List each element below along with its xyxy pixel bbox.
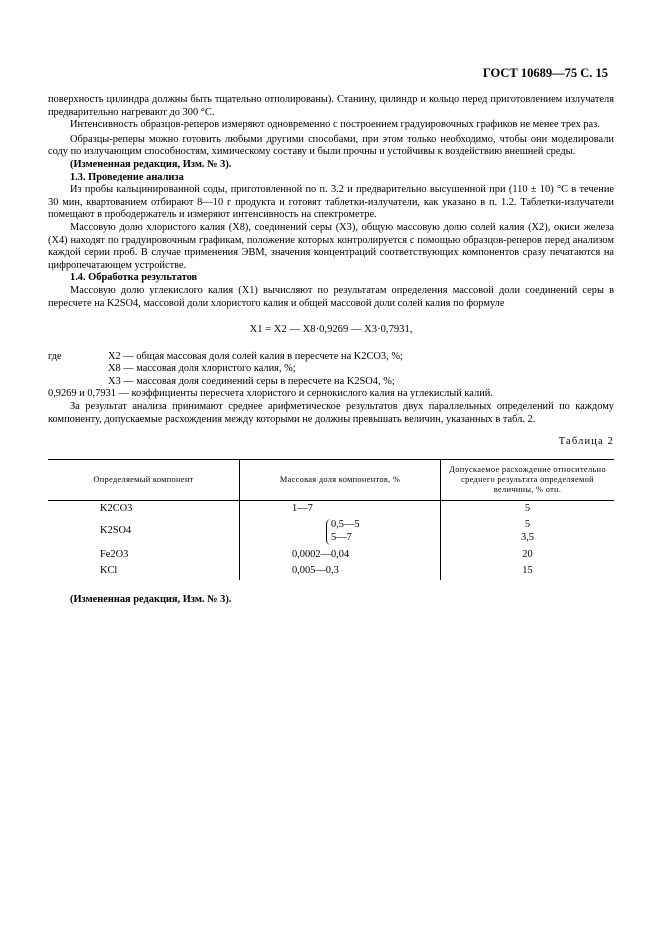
amendment-note-2: (Измененная редакция, Изм. № 3).: [70, 593, 232, 605]
cell-range-a: 0,5—5: [331, 519, 360, 531]
paragraph-6: Массовую долю углекислого калия (X1) вычисляют по результатам определения массовой доли соединений серы в пересчете на K2SO4, массовой доли хлористого калия и общей массовой доли солей калия по формуле: [48, 284, 614, 309]
cell-component: K2SO4: [100, 525, 132, 537]
cell-range: [240, 517, 441, 546]
where-item: X8 — массовая доля хлористого калия, %;: [108, 363, 296, 375]
paragraph-2: Интенсивность образцов-реперов измеряют одновременно с построением градуировочных графиков не менее трех раз.: [70, 119, 600, 131]
paragraph-4: Из пробы кальцинированной соды, приготовленной по п. 3.2 и предварительно высушенной при (110 ± 10) °С в течение 30 мин, квартованием отбирают 8—10 г продукта и готовят таблетки-излучатели, как указано в п. 1.2. Таблетки-излучатели помещают в прободержатель и измеряют интенсивность на спектрометре.: [48, 184, 614, 221]
paragraph-3: Образцы-реперы можно готовить любыми другими способами, при этом только необходимо, чтобы они моделировали соду по излучающим способностям, химическому составу и были прочны и устойчивы к воздействию внешней среды.: [48, 133, 614, 158]
cell-range: 0,005—0,3: [240, 563, 441, 580]
document-body: [48, 94, 614, 606]
table-header-tolerance: Допускаемое расхождение относительно среднего результата определяемой величины, % отн.: [441, 459, 615, 500]
table-row: [48, 500, 614, 517]
table-header-range: Массовая доля компонентов, %: [240, 459, 441, 500]
cell-tolerance: [441, 517, 615, 546]
cell-component: K2CO3: [100, 502, 133, 514]
where-item: X3 — массовая доля соединений серы в пересчете на K2SO4, %;: [108, 375, 395, 387]
cell-component: Fe2O3: [100, 548, 129, 560]
cell-range: 0,0002—0,04: [240, 547, 441, 564]
table-caption: Таблица 2: [558, 436, 614, 448]
cell-tolerance-b: 3,5: [521, 532, 534, 544]
where-label: где: [48, 350, 62, 362]
range-brace: [326, 519, 360, 544]
cell-tolerance: 20: [441, 547, 615, 564]
paragraph-7: За результат анализа принимают среднее арифметическое результатов двух параллельных определений по каждому компоненту, допускаемые расхождения между которыми не должны превышать величин, указанных в табл. 2.: [48, 401, 614, 425]
cell-tolerance: 15: [441, 563, 615, 580]
table-row: [48, 563, 614, 580]
formula: X1 = X2 — X8·0,9269 — X3·0,7931,: [249, 324, 413, 336]
coefficients-line: 0,9269 и 0,7931 — коэффициенты пересчета хлористого и сернокислого калия на углекислый калий.: [48, 388, 493, 400]
where-item: X2 — общая массовая доля солей калия в пересчете на K2CO3, %;: [108, 350, 403, 362]
cell-component: KCl: [100, 565, 118, 577]
where-block: [48, 351, 614, 389]
amendment-note-1: (Измененная редакция, Изм. № 3).: [70, 158, 232, 170]
cell-tolerance: 5: [441, 500, 615, 517]
table-row: [48, 517, 614, 546]
table-header-component: Определяемый компонент: [48, 459, 240, 500]
section-1-4-title: 1.4. Обработка результатов: [70, 272, 198, 284]
cell-range-b: 5—7: [331, 532, 352, 544]
cell-tolerance-a: 5: [524, 519, 531, 531]
tolerance-table: [48, 459, 614, 580]
section-1-3-title: 1.3. Проведение анализа: [70, 171, 184, 183]
page-header: ГОСТ 10689—75 С. 15: [482, 66, 608, 80]
table-row: [48, 547, 614, 564]
paragraph-5: Массовую долю хлористого калия (X8), соединений серы (X3), общую массовую долю солей калия (X2), окиси железа (X4) находят по градуировочным графикам, положение которых контролируется с помощью образцов-реперов перед анализом каждой серии проб. В случае применения ЭВМ, значения концентраций соответствующих компонентов сразу печатаются на цифропечатающем устройстве.: [48, 221, 614, 271]
paragraph-1: поверхность цилиндра должны быть тщательно отполированы). Станину, цилиндр и кольцо перед приготовлением излучателя предварительно нагревают до 300 °С.: [48, 94, 614, 118]
cell-range: 1—7: [240, 500, 441, 517]
